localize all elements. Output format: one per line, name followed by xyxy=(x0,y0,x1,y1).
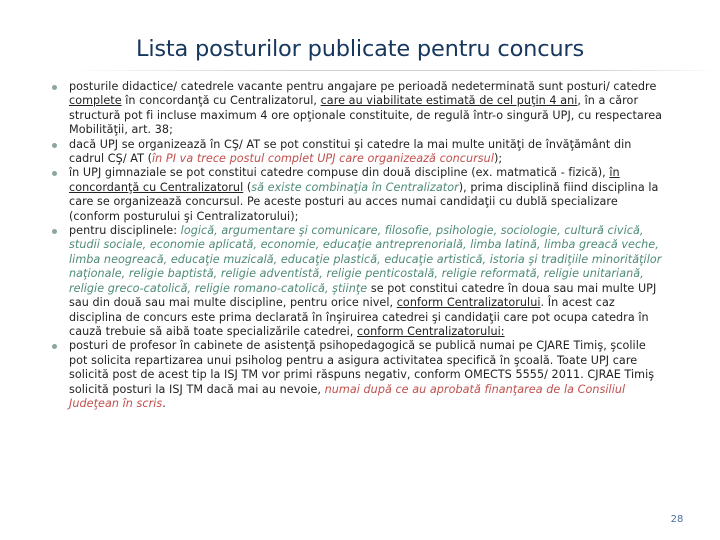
page-number: 28 xyxy=(670,514,684,525)
bullet-dot-icon xyxy=(52,85,57,90)
bullet-dot-icon xyxy=(52,344,57,349)
underlined-text: în concordanţă cu Centralizatorul xyxy=(69,166,620,194)
underlined-text: care au viabilitate estimată de cel puţin 4 ani xyxy=(320,94,578,108)
bullet-item-2 xyxy=(52,138,667,167)
bullet-list xyxy=(52,80,667,411)
text-segment: ), prima disciplină fiind disciplina la care se organizează concursul. Pe aceste posturi au acces numai candidaţii cu dublă specializare (conform posturului şi Centralizatorului); xyxy=(69,180,659,223)
text-segment: pentru disciplinele: xyxy=(69,224,181,238)
bullet-item-5 xyxy=(52,339,667,411)
underlined-text: conform Centralizatorului: xyxy=(357,324,505,338)
text-segment: ( xyxy=(243,180,252,194)
text-segment: posturile didactice/ catedrele vacante pentru angajare pe perioadă nedeterminată sunt posturi/ catedre xyxy=(69,80,657,93)
text-segment: ); xyxy=(493,152,503,166)
red-italic-text: numai după ce au aprobată finanţarea de la Consiliul Judeţean în scris xyxy=(69,382,626,410)
page-title: Lista posturilor publicate pentru concurs xyxy=(135,36,585,62)
text-segment: se pot constitui catedre în doua sau mai multe UPJ sau din două sau mai multe discipline, pentru orice nivel, xyxy=(69,281,657,310)
text-segment: în UPJ gimnaziale se pot constitui catedre compuse din două discipline (ex. matmatică - fizică), xyxy=(69,166,610,180)
bullet-dot-icon xyxy=(52,143,57,148)
red-italic-text: în PI va trece postul complet UPJ care organizează concursul xyxy=(152,152,494,166)
text-segment: . În acest caz disciplina de concurs este prima declarată în înşiruirea catedrei şi candidaţii care pot ocupa catedra în cauză trebuie să aibă toate specializările catedrei, xyxy=(69,296,649,338)
highlighted-text: logică, argumentare şi comunicare, filosofie, psihologie, sociologie, cultură civică, studii sociale, economie aplicată, economie, educaţie antreprenorială, limba latină, limba greacă veche, limba neogreacă, educaţie muzicală, educaţie plastică, educaţie artistică, istoria şi tradiţiile minorităţilor naţionale, religie baptistă, religie adventistă, religie penticostală, religie reformată, religie unitariană, religie greco-catolică, religie romano-catolică, ştiinţe xyxy=(69,224,662,295)
text-segment: dacă UPJ se organizează în CŞ/ AT se pot constitui şi catedre la mai multe unităţi de învăţământ din cadrul CŞ/ AT ( xyxy=(69,137,632,166)
underlined-text: conform Centralizatorului xyxy=(396,296,541,310)
highlighted-text: să existe combinaţia în Centralizator xyxy=(251,180,459,194)
bullet-item-4 xyxy=(52,224,667,339)
text-segment: . xyxy=(162,396,166,410)
bullet-item-1 xyxy=(52,80,667,138)
text-segment: posturi de profesor în cabinete de asistenţă psihopedagogică se publică numai pe CJARE Timiş, şcolile pot solicita repartizarea unui psiholog pentru a asigura activitatea specifică în şcoală. Toate UPJ care solicită post de acest tip la ISJ TM vor primi răspuns negativ, conform OMECTS 5555/ 2011. CJRAE Timiş solicită posturi la ISJ TM dacă mai au nevoie, xyxy=(69,339,655,396)
underlined-text: complete xyxy=(69,94,122,108)
bullet-dot-icon xyxy=(52,171,57,176)
text-segment: , în a căror structură pot fi incluse maximum 4 ore opţionale constituite, de regulă într-o singură UPJ, cu respectarea Mobilităţii, art. 38; xyxy=(69,94,663,137)
bullet-item-3 xyxy=(52,166,667,224)
text-segment: în concordanţă cu Centralizatorul, xyxy=(121,94,321,108)
bullet-dot-icon xyxy=(52,229,57,234)
title-divider xyxy=(67,70,719,71)
